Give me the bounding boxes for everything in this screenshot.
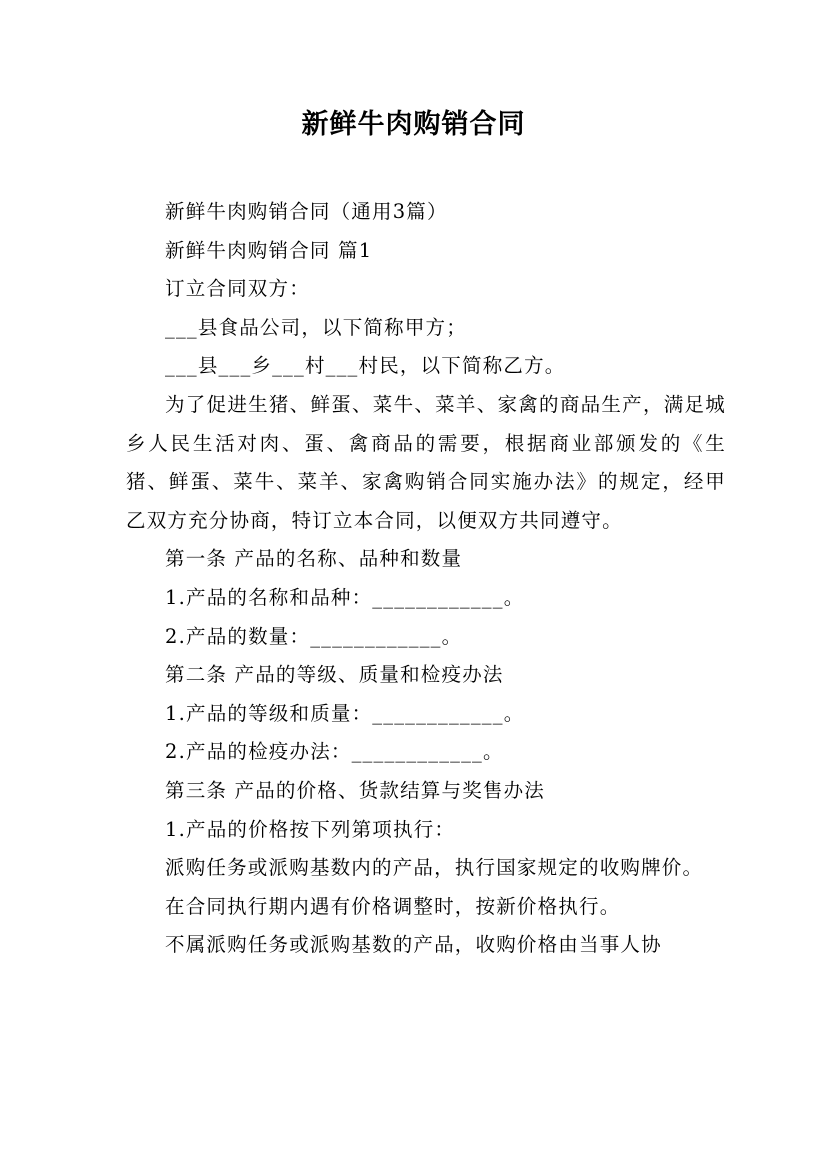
paragraph: 1.产品的等级和质量：____________。	[165, 701, 525, 725]
section-heading: 第二条 产品的等级、质量和检疫办法	[165, 663, 504, 687]
section-heading: 第三条 产品的价格、货款结算与奖售办法	[165, 778, 545, 802]
paragraph: 1.产品的名称和品种：____________。	[165, 585, 525, 609]
paragraph: 在合同执行期内遇有价格调整时，按新价格执行。	[165, 894, 621, 918]
paragraph: 1.产品的价格按下列第项执行：	[165, 817, 456, 841]
paragraph: 不属派购任务或派购基数的产品，收购价格由当事人协	[165, 933, 662, 957]
paragraph: 为了促进生猪、鲜蛋、菜牛、菜羊、家禽的商品生产，满足城乡人民生活对肉、蛋、禽商品的需要，根据商业部颁发的《生猪、鲜蛋、菜牛、菜羊、家禽购销合同实施办法》的规定，经甲乙双方充分协商，特订立本合同，以便双方共同遵守。	[126, 392, 726, 532]
paragraph: ___县___乡___村___村民，以下简称乙方。	[165, 354, 566, 378]
document-body	[126, 193, 726, 965]
paragraph: 新鲜牛肉购销合同 篇1	[165, 238, 373, 262]
paragraph: 2.产品的检疫办法：____________。	[165, 740, 504, 764]
paragraph: 新鲜牛肉购销合同（通用3篇）	[165, 200, 448, 223]
paragraph: 派购任务或派购基数内的产品，执行国家规定的收购牌价。	[165, 856, 704, 880]
paragraph: 订立合同双方：	[165, 277, 310, 301]
paragraph: ___县食品公司，以下简称甲方；	[165, 315, 467, 339]
paragraph: 2.产品的数量：____________。	[165, 624, 463, 648]
document-title: 新鲜牛肉购销合同	[301, 109, 526, 140]
section-heading: 第一条 产品的名称、品种和数量	[165, 547, 463, 571]
